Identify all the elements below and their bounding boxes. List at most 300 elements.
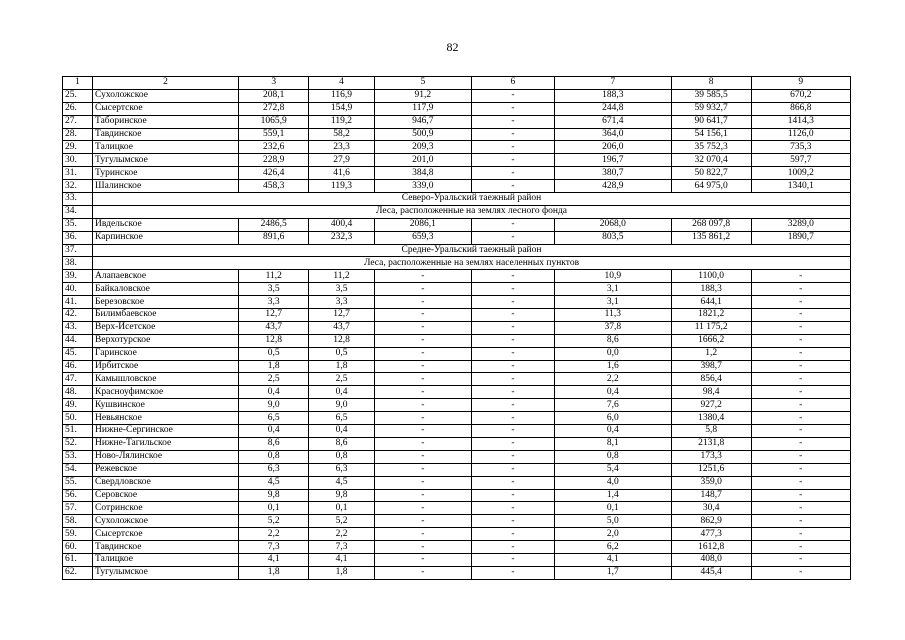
value-cell: - (374, 412, 471, 425)
row-number: 36. (63, 231, 93, 244)
value-cell: 148,7 (671, 489, 751, 502)
value-cell: - (374, 321, 471, 334)
table-row (63, 566, 851, 579)
value-cell: 6,3 (309, 463, 374, 476)
value-cell: - (471, 154, 554, 167)
value-cell: 927,2 (671, 399, 751, 412)
value-cell: 59 932,7 (671, 102, 751, 115)
value-cell: - (751, 360, 850, 373)
value-cell: 0,4 (239, 425, 309, 438)
value-cell: - (471, 528, 554, 541)
row-number: 57. (63, 502, 93, 515)
value-cell: - (751, 463, 850, 476)
value-cell: 0,8 (239, 450, 309, 463)
table-row (63, 283, 851, 296)
value-cell: 458,3 (239, 180, 309, 193)
value-cell: 4,1 (239, 553, 309, 566)
row-number: 37. (63, 244, 93, 257)
row-number: 44. (63, 334, 93, 347)
row-name: Невьянское (93, 412, 239, 425)
value-cell: - (471, 412, 554, 425)
value-cell: 1890,7 (751, 231, 850, 244)
value-cell: 188,3 (554, 89, 671, 102)
table-row (63, 89, 851, 102)
value-cell: 173,3 (671, 450, 751, 463)
value-cell: - (751, 437, 850, 450)
header-cell: 2 (93, 77, 239, 90)
value-cell: - (471, 347, 554, 360)
value-cell: 1,7 (554, 566, 671, 579)
value-cell: 206,0 (554, 141, 671, 154)
value-cell: 659,3 (374, 231, 471, 244)
value-cell: 1,2 (671, 347, 751, 360)
value-cell: 268 097,8 (671, 218, 751, 231)
value-cell: - (751, 296, 850, 309)
value-cell: 35 752,3 (671, 141, 751, 154)
row-name: Сысертское (93, 528, 239, 541)
table-row (63, 541, 851, 554)
value-cell: - (471, 128, 554, 141)
table-row (63, 218, 851, 231)
row-name: Красноуфимское (93, 386, 239, 399)
value-cell: 272,8 (239, 102, 309, 115)
page-number: 82 (446, 40, 459, 54)
value-cell: 946,7 (374, 115, 471, 128)
value-cell: 670,2 (751, 89, 850, 102)
row-name: Ивдельское (93, 218, 239, 231)
value-cell: - (471, 553, 554, 566)
value-cell: 0,8 (554, 450, 671, 463)
value-cell: - (471, 102, 554, 115)
value-cell: - (471, 296, 554, 309)
value-cell: 0,4 (239, 386, 309, 399)
table-row (63, 437, 851, 450)
value-cell: 2486,5 (239, 218, 309, 231)
row-number: 46. (63, 360, 93, 373)
header-cell: 3 (239, 77, 309, 90)
value-cell: 90 641,7 (671, 115, 751, 128)
row-number: 53. (63, 450, 93, 463)
table-row (63, 115, 851, 128)
value-cell: 9,0 (239, 399, 309, 412)
value-cell: 8,6 (554, 334, 671, 347)
value-cell: - (471, 89, 554, 102)
row-number: 47. (63, 373, 93, 386)
table-row (63, 489, 851, 502)
value-cell: - (374, 541, 471, 554)
table-row (63, 450, 851, 463)
value-cell: 8,6 (239, 437, 309, 450)
row-name: Свердловское (93, 476, 239, 489)
row-number: 34. (63, 205, 93, 218)
value-cell: 2,5 (239, 373, 309, 386)
value-cell: 12,8 (239, 334, 309, 347)
value-cell: - (471, 231, 554, 244)
row-number: 31. (63, 167, 93, 180)
table-row (63, 141, 851, 154)
value-cell: 1,8 (309, 566, 374, 579)
value-cell: 735,3 (751, 141, 850, 154)
value-cell: 3,1 (554, 296, 671, 309)
value-cell: - (374, 373, 471, 386)
row-name: Сухоложское (93, 89, 239, 102)
table-row (63, 515, 851, 528)
header-cell: 6 (471, 77, 554, 90)
value-cell: - (374, 515, 471, 528)
value-cell: - (751, 515, 850, 528)
value-cell: 3,5 (309, 283, 374, 296)
row-name: Карпинское (93, 231, 239, 244)
value-cell: 866,8 (751, 102, 850, 115)
table-row (63, 412, 851, 425)
value-cell: - (751, 373, 850, 386)
table-row (63, 502, 851, 515)
value-cell: 380,7 (554, 167, 671, 180)
value-cell: 1126,0 (751, 128, 850, 141)
row-number: 33. (63, 193, 93, 206)
section-title: Средне-Уральский таежный район (93, 244, 851, 257)
row-name: Шалинское (93, 180, 239, 193)
table-row (63, 373, 851, 386)
row-number: 41. (63, 296, 93, 309)
row-name: Талицкое (93, 141, 239, 154)
value-cell: 597,7 (751, 154, 850, 167)
value-cell: - (471, 566, 554, 579)
value-cell: - (471, 425, 554, 438)
section-title: Северо-Уральский таежный район (93, 193, 851, 206)
value-cell: 384,8 (374, 167, 471, 180)
value-cell: 116,9 (309, 89, 374, 102)
row-number: 38. (63, 257, 93, 270)
value-cell: 232,3 (309, 231, 374, 244)
value-cell: 398,7 (671, 360, 751, 373)
value-cell: 862,9 (671, 515, 751, 528)
value-cell: - (471, 515, 554, 528)
value-cell: - (471, 450, 554, 463)
value-cell: 477,3 (671, 528, 751, 541)
row-number: 51. (63, 425, 93, 438)
table-row (63, 347, 851, 360)
value-cell: - (751, 386, 850, 399)
value-cell: - (374, 437, 471, 450)
value-cell: - (751, 425, 850, 438)
value-cell: 9,8 (239, 489, 309, 502)
table-row (63, 334, 851, 347)
value-cell: 119,3 (309, 180, 374, 193)
value-cell: - (751, 283, 850, 296)
value-cell: 117,9 (374, 102, 471, 115)
value-cell: 1,6 (554, 360, 671, 373)
value-cell: 1251,6 (671, 463, 751, 476)
value-cell: - (471, 167, 554, 180)
value-cell: - (374, 399, 471, 412)
value-cell: 671,4 (554, 115, 671, 128)
value-cell: 5,0 (554, 515, 671, 528)
value-cell: 27,9 (309, 154, 374, 167)
value-cell: - (471, 309, 554, 322)
row-name: Туринское (93, 167, 239, 180)
row-name: Березовское (93, 296, 239, 309)
table-row (63, 321, 851, 334)
value-cell: - (751, 334, 850, 347)
header-cell: 5 (374, 77, 471, 90)
value-cell: - (374, 476, 471, 489)
table-row (63, 309, 851, 322)
section-row (63, 244, 851, 257)
value-cell: 2,2 (239, 528, 309, 541)
value-cell: 12,8 (309, 334, 374, 347)
row-name: Алапаевское (93, 270, 239, 283)
value-cell: - (751, 321, 850, 334)
value-cell: - (471, 463, 554, 476)
value-cell: - (751, 502, 850, 515)
value-cell: 1,4 (554, 489, 671, 502)
value-cell: 445,4 (671, 566, 751, 579)
value-cell: 12,7 (309, 309, 374, 322)
value-cell: 8,1 (554, 437, 671, 450)
value-cell: 244,8 (554, 102, 671, 115)
value-cell: 11,3 (554, 309, 671, 322)
value-cell: - (751, 347, 850, 360)
value-cell: 1380,4 (671, 412, 751, 425)
value-cell: 0,5 (309, 347, 374, 360)
value-cell: 2,0 (554, 528, 671, 541)
value-cell: - (471, 541, 554, 554)
row-name: Верхотурское (93, 334, 239, 347)
row-name: Сысертское (93, 102, 239, 115)
value-cell: 30,4 (671, 502, 751, 515)
value-cell: - (374, 283, 471, 296)
value-cell: - (374, 347, 471, 360)
header-cell: 7 (554, 77, 671, 90)
value-cell: 64 975,0 (671, 180, 751, 193)
value-cell: 0,4 (309, 425, 374, 438)
value-cell: - (471, 321, 554, 334)
row-name: Сухоложское (93, 515, 239, 528)
table-row (63, 231, 851, 244)
row-number: 48. (63, 386, 93, 399)
row-name: Камышловское (93, 373, 239, 386)
row-name: Кушвинское (93, 399, 239, 412)
value-cell: 6,3 (239, 463, 309, 476)
table-row (63, 180, 851, 193)
value-cell: 339,0 (374, 180, 471, 193)
value-cell: 5,2 (309, 515, 374, 528)
row-number: 29. (63, 141, 93, 154)
value-cell: - (374, 450, 471, 463)
value-cell: 0,1 (239, 502, 309, 515)
value-cell: - (751, 553, 850, 566)
value-cell: - (374, 528, 471, 541)
value-cell: 7,3 (239, 541, 309, 554)
value-cell: - (471, 489, 554, 502)
value-cell: 2086,1 (374, 218, 471, 231)
value-cell: 201,0 (374, 154, 471, 167)
value-cell: - (471, 360, 554, 373)
row-number: 25. (63, 89, 93, 102)
value-cell: 188,3 (671, 283, 751, 296)
value-cell: 39 585,5 (671, 89, 751, 102)
value-cell: 10,9 (554, 270, 671, 283)
value-cell: 1,8 (239, 566, 309, 579)
value-cell: 644,1 (671, 296, 751, 309)
value-cell: 0,4 (554, 425, 671, 438)
value-cell: 119,2 (309, 115, 374, 128)
value-cell: 23,3 (309, 141, 374, 154)
value-cell: 0,4 (554, 386, 671, 399)
row-name: Байкаловское (93, 283, 239, 296)
value-cell: - (374, 270, 471, 283)
row-name: Сотринское (93, 502, 239, 515)
value-cell: 9,8 (309, 489, 374, 502)
value-cell: 408,0 (671, 553, 751, 566)
value-cell: - (471, 334, 554, 347)
value-cell: 3,3 (239, 296, 309, 309)
table-row (63, 386, 851, 399)
value-cell: - (471, 502, 554, 515)
row-number: 54. (63, 463, 93, 476)
value-cell: 9,0 (309, 399, 374, 412)
row-name: Серовское (93, 489, 239, 502)
row-number: 58. (63, 515, 93, 528)
value-cell: 228,9 (239, 154, 309, 167)
row-name: Тавдинское (93, 541, 239, 554)
value-cell: 154,9 (309, 102, 374, 115)
value-cell: 1,8 (239, 360, 309, 373)
row-name: Нижне-Тагильское (93, 437, 239, 450)
value-cell: 4,1 (309, 553, 374, 566)
value-cell: 135 861,2 (671, 231, 751, 244)
value-cell: 41,6 (309, 167, 374, 180)
value-cell: 11 175,2 (671, 321, 751, 334)
value-cell: 232,6 (239, 141, 309, 154)
value-cell: - (471, 180, 554, 193)
value-cell: - (751, 528, 850, 541)
row-name: Талицкое (93, 553, 239, 566)
table-row (63, 399, 851, 412)
value-cell: 1009,2 (751, 167, 850, 180)
row-number: 26. (63, 102, 93, 115)
row-number: 39. (63, 270, 93, 283)
value-cell: 43,7 (309, 321, 374, 334)
row-number: 28. (63, 128, 93, 141)
section-row (63, 205, 851, 218)
value-cell: 400,4 (309, 218, 374, 231)
row-number: 32. (63, 180, 93, 193)
value-cell: 0,4 (309, 386, 374, 399)
row-number: 55. (63, 476, 93, 489)
row-name: Таборинское (93, 115, 239, 128)
value-cell: 5,2 (239, 515, 309, 528)
row-number: 49. (63, 399, 93, 412)
value-cell: 5,4 (554, 463, 671, 476)
value-cell: 37,8 (554, 321, 671, 334)
row-number: 27. (63, 115, 93, 128)
header-cell: 1 (63, 77, 93, 90)
value-cell: 0,1 (554, 502, 671, 515)
value-cell: 3,3 (309, 296, 374, 309)
row-number: 59. (63, 528, 93, 541)
value-cell: 4,5 (309, 476, 374, 489)
table-row (63, 128, 851, 141)
value-cell: 91,2 (374, 89, 471, 102)
value-cell: 1414,3 (751, 115, 850, 128)
value-cell: 11,2 (239, 270, 309, 283)
section-row (63, 257, 851, 270)
value-cell: - (374, 566, 471, 579)
value-cell: 0,5 (239, 347, 309, 360)
value-cell: 559,1 (239, 128, 309, 141)
value-cell: - (374, 334, 471, 347)
value-cell: 1100,0 (671, 270, 751, 283)
value-cell: 209,3 (374, 141, 471, 154)
value-cell: 856,4 (671, 373, 751, 386)
value-cell: 5,8 (671, 425, 751, 438)
value-cell: - (751, 476, 850, 489)
table-row (63, 296, 851, 309)
value-cell: - (751, 412, 850, 425)
value-cell: 43,7 (239, 321, 309, 334)
table-row (63, 528, 851, 541)
value-cell: 2,2 (309, 528, 374, 541)
row-name: Нижне-Сергинское (93, 425, 239, 438)
value-cell: - (751, 566, 850, 579)
value-cell: 803,5 (554, 231, 671, 244)
value-cell: - (471, 141, 554, 154)
value-cell: 1,8 (309, 360, 374, 373)
value-cell: 0,8 (309, 450, 374, 463)
value-cell: - (751, 399, 850, 412)
value-cell: 50 822,7 (671, 167, 751, 180)
value-cell: 0,0 (554, 347, 671, 360)
row-name: Верх-Исетское (93, 321, 239, 334)
value-cell: 12,7 (239, 309, 309, 322)
value-cell: 98,4 (671, 386, 751, 399)
value-cell: 208,1 (239, 89, 309, 102)
value-cell: 2,2 (554, 373, 671, 386)
value-cell: 2,5 (309, 373, 374, 386)
value-cell: 1612,8 (671, 541, 751, 554)
value-cell: - (374, 463, 471, 476)
value-cell: 2068,0 (554, 218, 671, 231)
data-table (62, 76, 851, 580)
table-body (63, 77, 851, 580)
table-row (63, 270, 851, 283)
value-cell: 11,2 (309, 270, 374, 283)
value-cell: - (471, 115, 554, 128)
row-name: Ирбитское (93, 360, 239, 373)
value-cell: 0,1 (309, 502, 374, 515)
value-cell: 1065,9 (239, 115, 309, 128)
value-cell: - (751, 489, 850, 502)
value-cell: - (374, 360, 471, 373)
value-cell: - (374, 553, 471, 566)
row-name: Режевское (93, 463, 239, 476)
table-row (63, 425, 851, 438)
value-cell: 8,6 (309, 437, 374, 450)
table-row (63, 154, 851, 167)
value-cell: 4,1 (554, 553, 671, 566)
value-cell: 6,0 (554, 412, 671, 425)
row-number: 61. (63, 553, 93, 566)
row-number: 30. (63, 154, 93, 167)
value-cell: - (471, 283, 554, 296)
value-cell: - (374, 309, 471, 322)
value-cell: 6,5 (309, 412, 374, 425)
value-cell: 4,0 (554, 476, 671, 489)
row-number: 42. (63, 309, 93, 322)
table-row (63, 167, 851, 180)
